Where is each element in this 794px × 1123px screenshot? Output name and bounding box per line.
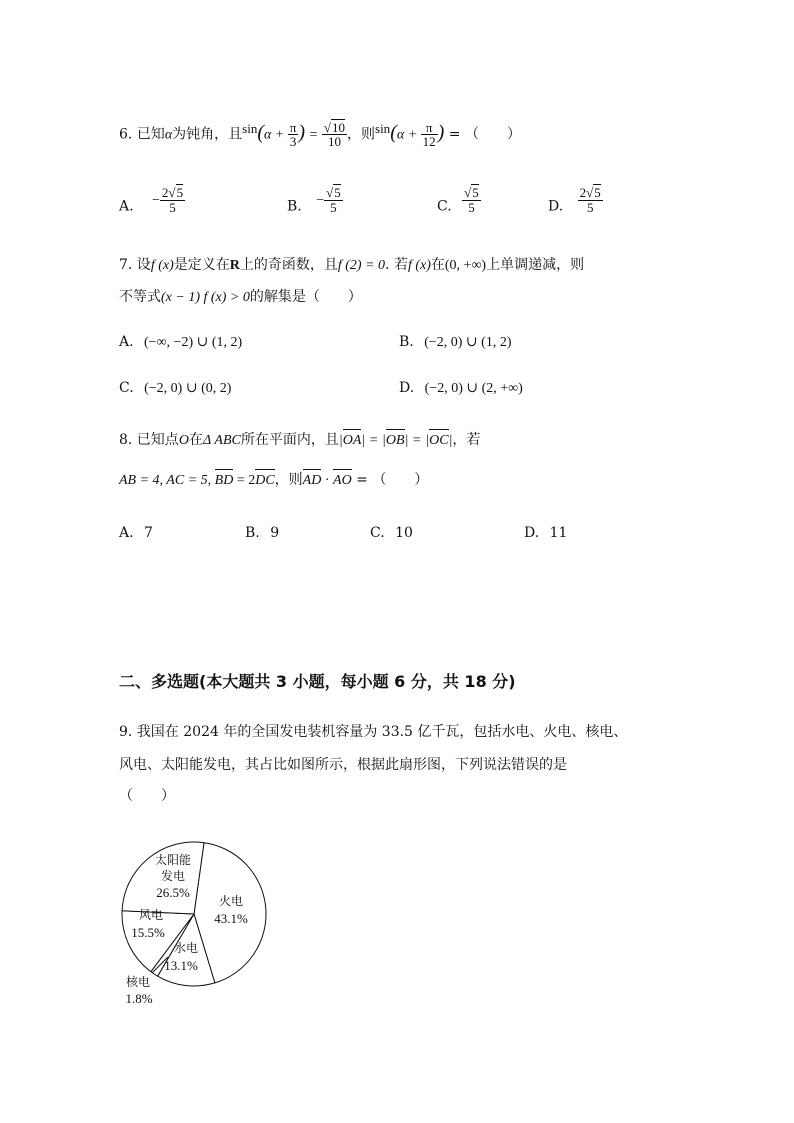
- q8-vec-DC: DC: [255, 473, 274, 488]
- label-thermal-pct: 43.1%: [214, 911, 248, 926]
- q7-stem-line1: 7. 设f (x)是定义在R上的奇函数，且f (2) = 0. 若f (x)在(0, +∞)上单调递减，则: [119, 257, 585, 273]
- q6-option-a-frac: $\frac{2√5}{5}$: [161, 185, 184, 215]
- q6-option-c[interactable]: [437, 186, 481, 214]
- option-value: 7: [144, 525, 153, 541]
- q8-option-a[interactable]: [119, 522, 153, 544]
- label-nuclear-pct: 1.8%: [125, 991, 153, 1006]
- option-value: (−2, 0) ∪ (0, 2): [144, 381, 232, 396]
- q8-option-b[interactable]: [245, 522, 279, 544]
- label-solar-pct: 26.5%: [156, 885, 190, 900]
- q6-arg1: α +: [264, 127, 288, 143]
- q8-abs-OB: |OB|: [382, 433, 408, 448]
- label-hydro-name: 水电: [173, 941, 199, 955]
- q6-option-c-frac: $\frac{√5}{5}$: [464, 185, 479, 215]
- q7-f2: f (2) = 0: [337, 258, 386, 273]
- option-value: 11: [549, 525, 568, 541]
- q6-tail: = （ ）: [448, 126, 521, 143]
- label-thermal-name: 火电: [218, 894, 244, 908]
- q8-stem-line2: AB = 4, AC = 5, BD = 2DC，则AD · AO = （ ）: [119, 468, 428, 493]
- label-wind-pct: 15.5%: [131, 925, 165, 940]
- option-label: C.: [437, 198, 452, 215]
- q8-option-c[interactable]: [370, 522, 413, 544]
- q6-text1: 已知: [136, 126, 165, 143]
- q6-number: 6.: [119, 126, 133, 143]
- option-label: D.: [524, 525, 540, 541]
- label-nuclear-name: 核电: [125, 975, 151, 989]
- q7-R: R: [229, 258, 240, 273]
- q8-lengths: AB = 4, AC = 5,: [119, 473, 215, 488]
- q6-sin1: sin: [242, 121, 258, 136]
- option-label: D.: [399, 380, 415, 396]
- q7-stem-line2: 不等式(x − 1) f (x) > 0的解集是（ ）: [119, 289, 362, 305]
- option-label: B.: [287, 198, 302, 215]
- option-label: C.: [119, 380, 134, 396]
- q8-vec-AO: AO: [333, 473, 352, 488]
- q7-interval: (0, +∞): [444, 258, 487, 273]
- q7-inequality: (x − 1) f (x) > 0: [161, 290, 250, 305]
- q7-option-a[interactable]: [119, 330, 242, 355]
- q6-text2: 为钝角，且: [172, 126, 243, 143]
- label-solar-name1: 太阳能: [154, 853, 192, 867]
- q6-option-b-frac: $\frac{√5}{5}$: [326, 185, 341, 215]
- option-label: D.: [548, 198, 564, 215]
- option-label: B.: [245, 525, 260, 541]
- option-value: (−2, 0) ∪ (2, +∞): [424, 381, 523, 396]
- q6-stem: 6. 已知α为钝角，且sin(α + $\frac{\pi}{3}$ ) = $\frac{√10}{10}$ ，则sin(α + $\frac{\pi}{12}$ ) = （ ）: [119, 119, 521, 150]
- q9-stem-line2: 风电、太阳能发电，其占比如图所示，根据此扇形图，下列说法错误的是: [119, 757, 567, 773]
- pie-chart: [110, 830, 310, 1030]
- q7-option-c[interactable]: [119, 376, 231, 401]
- label-solar-name2: 发电: [160, 869, 186, 883]
- option-value: 9: [270, 525, 280, 541]
- option-value: (−∞, −2) ∪ (1, 2): [144, 335, 243, 350]
- option-value: 10: [395, 525, 413, 541]
- q8-option-d[interactable]: [524, 522, 567, 544]
- option-value: (−2, 0) ∪ (1, 2): [424, 335, 512, 350]
- q6-frac-pi12: $\frac{\pi}{12}$: [422, 119, 436, 150]
- q8-abs-OA: |OA|: [339, 433, 365, 448]
- q8-triangle: Δ ABC: [202, 433, 241, 448]
- q6-option-d-frac: $\frac{2√5}{5}$: [579, 185, 601, 215]
- q8-vec-BD: BD: [215, 473, 234, 488]
- q6-alpha: α: [164, 127, 173, 143]
- q6-frac-pi3: $\frac{\pi}{3}$: [289, 119, 297, 150]
- q6-frac-root10: $\frac{√10}{10}$: [323, 119, 346, 150]
- q6-arg2: α +: [396, 127, 421, 143]
- q8-vec-AD: AD: [303, 473, 322, 488]
- q7-option-b[interactable]: [399, 330, 511, 355]
- label-hydro-pct: 13.1%: [164, 958, 198, 973]
- option-label: A.: [119, 334, 134, 350]
- section-title: 二、多选题(本大题共 3 小题，每小题 6 分，共 18 分): [119, 672, 516, 691]
- q6-eq: =: [309, 127, 318, 143]
- option-label: A.: [119, 198, 134, 215]
- q6-option-d[interactable]: [548, 186, 603, 214]
- option-label: C.: [370, 525, 385, 541]
- q7-fx2: f (x): [407, 258, 431, 273]
- q8-point-O: O: [178, 433, 189, 448]
- option-label: B.: [399, 334, 414, 350]
- q6-option-b[interactable]: B. − $\frac{√5}{5}$: [287, 185, 341, 215]
- q9-stem-line3: （ ）: [119, 788, 175, 804]
- q8-stem-line1: 8. 已知点O在Δ ABC所在平面内，且|OA| = |OB| = |OC|，若: [119, 428, 480, 453]
- q6-text3: ，则: [347, 126, 376, 143]
- option-label: A.: [119, 525, 134, 541]
- q6-sin2: sin: [375, 121, 391, 136]
- q6-option-a[interactable]: A. − $\frac{2√5}{5}$: [119, 185, 184, 215]
- label-wind-name: 风电: [138, 908, 164, 922]
- q9-stem-line1: 9. 我国在 2024 年的全国发电装机容量为 33.5 亿千瓦，包括水电、火电、核电、: [119, 724, 628, 740]
- q7-option-d[interactable]: [399, 376, 523, 401]
- q8-abs-OC: |OC|: [425, 433, 452, 448]
- q7-fx: f (x): [150, 258, 174, 273]
